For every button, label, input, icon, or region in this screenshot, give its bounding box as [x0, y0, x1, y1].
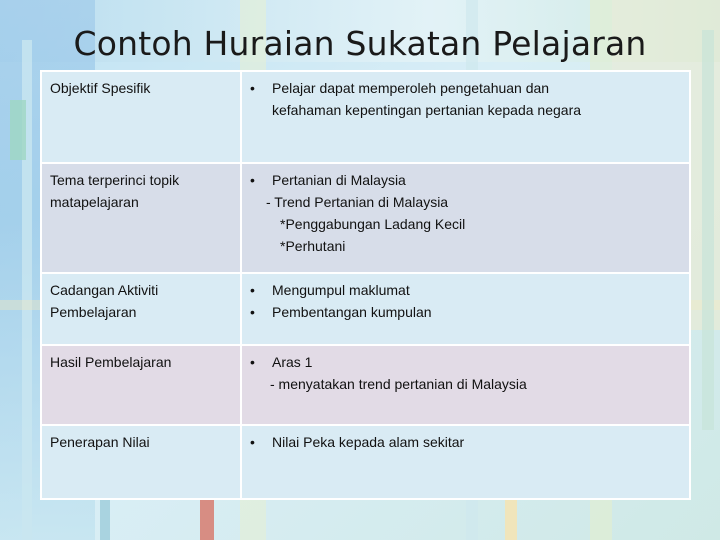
row-label: Hasil Pembelajaran [41, 345, 241, 425]
table-row [41, 163, 690, 273]
row-label: Tema terperinci topik matapelajaran [41, 163, 241, 273]
bullet: • [250, 434, 255, 450]
row-label: Objektif Spesifik [41, 71, 241, 163]
content-text: - menyatakan trend pertanian di Malaysia [270, 376, 527, 392]
row-content [241, 163, 690, 273]
content-text: Pelajar dapat memperoleh pengetahuan dan [272, 80, 550, 96]
row-content [241, 273, 690, 345]
content-text: Aras 1 [272, 354, 313, 370]
content-text: kefahaman kepentingan pertanian kepada negara [272, 102, 582, 118]
content-line [250, 301, 681, 323]
row-label: Penerapan Nilai [41, 425, 241, 499]
content-text: *Perhutani [280, 238, 346, 254]
content-line [250, 235, 681, 257]
row-label: Cadangan Aktiviti Pembelajaran [41, 273, 241, 345]
content-text: Pertanian di Malaysia [272, 172, 406, 188]
row-content [241, 345, 690, 425]
background-stripe-right [702, 30, 714, 430]
bullet: • [250, 354, 255, 370]
content-line [250, 191, 681, 213]
table-row [41, 425, 690, 499]
table-row [41, 345, 690, 425]
content-line [250, 169, 681, 191]
row-content [241, 425, 690, 499]
bullet: • [250, 172, 255, 188]
content-text: - Trend Pertanian di Malaysia [266, 194, 449, 210]
bullet: • [250, 282, 255, 298]
content-line [250, 279, 681, 301]
table-row [41, 71, 690, 163]
content-text: Pembentangan kumpulan [272, 304, 432, 320]
syllabus-table [40, 70, 691, 500]
content-line [250, 213, 681, 235]
content-line [250, 431, 681, 453]
table-row [41, 273, 690, 345]
content-text: Mengumpul maklumat [272, 282, 410, 298]
background-block-green [10, 100, 26, 160]
content-line [250, 351, 681, 373]
content-text: *Penggabungan Ladang Kecil [280, 216, 466, 232]
row-content [241, 71, 690, 163]
bullet: • [250, 304, 255, 320]
page-title: Contoh Huraian Sukatan Pelajaran [73, 24, 647, 63]
content-line [250, 373, 681, 395]
content-line [250, 99, 681, 121]
content-text: Nilai Peka kepada alam sekitar [272, 434, 465, 450]
bullet: • [250, 80, 255, 96]
content-line [250, 77, 681, 99]
